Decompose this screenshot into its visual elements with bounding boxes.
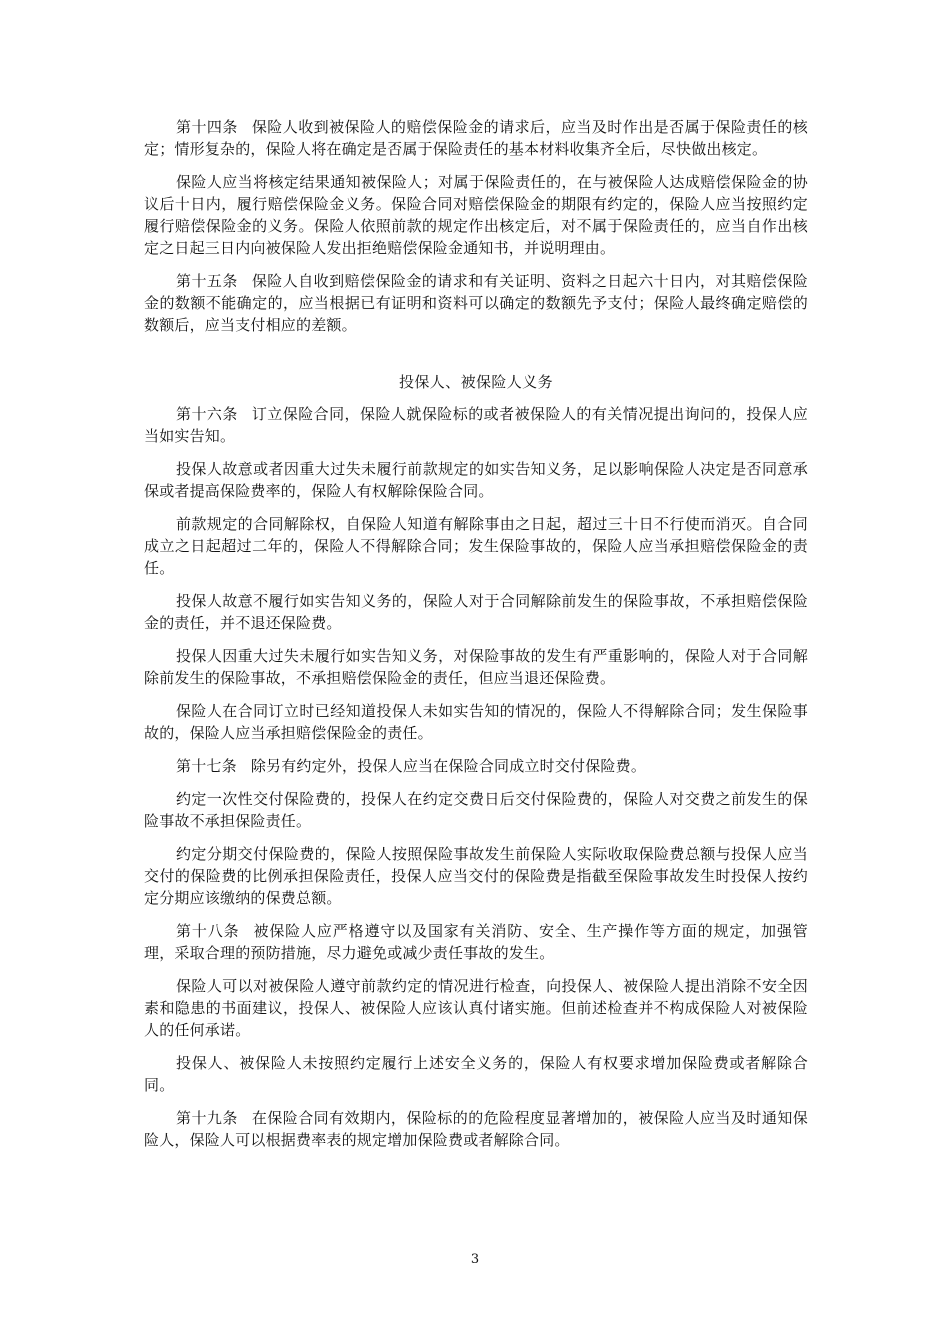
article-number: 第十七条 bbox=[176, 757, 237, 775]
paragraph-text: 订立保险合同，保险人就保险标的或者被保险人的有关情况提出询问的，投保人应当如实告知。 bbox=[144, 405, 808, 445]
paragraph bbox=[144, 843, 808, 909]
article-number: 第十八条 bbox=[176, 922, 240, 940]
paragraph-text: 投保人、被保险人未按照约定履行上述安全义务的，保险人有权要求增加保险费或者解除合同。 bbox=[144, 1054, 808, 1094]
paragraph-text: 约定分期交付保险费的，保险人按照保险事故发生前保险人实际收取保险费总额与投保人应当交付的保险费的比例承担保险责任，投保人应当交付的保险费是指截至保险事故发生时投保人按约定分期应该缴纳的保费总额。 bbox=[144, 845, 808, 907]
paragraph bbox=[144, 590, 808, 634]
paragraph-article-18 bbox=[144, 920, 808, 964]
paragraph-article-16 bbox=[144, 403, 808, 447]
section-title: 投保人、被保险人义务 bbox=[398, 373, 553, 391]
paragraph-text: 保险人在合同订立时已经知道投保人未如实告知的情况的，保险人不得解除合同；发生保险事故的，保险人应当承担赔偿保险金的责任。 bbox=[144, 702, 808, 742]
paragraph bbox=[144, 458, 808, 502]
paragraph-text: 保险人可以对被保险人遵守前款约定的情况进行检查，向投保人、被保险人提出消除不安全因素和隐患的书面建议，投保人、被保险人应该认真付诸实施。但前述检查并不构成保险人对被保险人的任何承诺。 bbox=[144, 977, 808, 1039]
paragraph-text: 被保险人应严格遵守以及国家有关消防、安全、生产操作等方面的规定，加强管理，采取合理的预防措施，尽力避免或减少责任事故的发生。 bbox=[144, 922, 808, 962]
paragraph-text: 投保人故意或者因重大过失未履行前款规定的如实告知义务，足以影响保险人决定是否同意承保或者提高保险费率的，保险人有权解除保险合同。 bbox=[144, 460, 808, 500]
article-number: 第十九条 bbox=[176, 1109, 238, 1127]
paragraph bbox=[144, 788, 808, 832]
article-number: 第十五条 bbox=[176, 272, 238, 290]
paragraph bbox=[144, 975, 808, 1041]
paragraph-article-14 bbox=[144, 116, 808, 160]
paragraph-text: 前款规定的合同解除权，自保险人知道有解除事由之日起，超过三十日不行使而消灭。自合同成立之日起超过二年的，保险人不得解除合同；发生保险事故的，保险人应当承担赔偿保险金的责任。 bbox=[144, 515, 808, 577]
article-number: 第十四条 bbox=[176, 118, 238, 136]
paragraph bbox=[144, 1052, 808, 1096]
paragraph bbox=[144, 171, 808, 259]
paragraph bbox=[144, 645, 808, 689]
paragraph-text: 除另有约定外，投保人应当在保险合同成立时交付保险费。 bbox=[250, 757, 647, 775]
paragraph-text: 保险人应当将核定结果通知被保险人；对属于保险责任的，在与被保险人达成赔偿保险金的协议后十日内，履行赔偿保险金义务。保险合同对赔偿保险金的期限有约定的，保险人应当按照约定履行赔偿保险金的义务。保险人依照前款的规定作出核定后，对不属于保险责任的，应当自作出核定之日起三日内向被保险人发出拒绝赔偿保险金通知书，并说明理由。 bbox=[144, 173, 808, 257]
paragraph-text: 在保险合同有效期内，保险标的的危险程度显著增加的，被保险人应当及时通知保险人，保险人可以根据费率表的规定增加保险费或者解除合同。 bbox=[144, 1109, 808, 1149]
article-number: 第十六条 bbox=[176, 405, 238, 423]
paragraph-article-19 bbox=[144, 1107, 808, 1151]
paragraph-text: 投保人故意不履行如实告知义务的，保险人对于合同解除前发生的保险事故，不承担赔偿保险金的责任，并不退还保险费。 bbox=[144, 592, 808, 632]
page-number: 3 bbox=[470, 1252, 480, 1267]
paragraph-article-17 bbox=[144, 755, 808, 777]
paragraph bbox=[144, 700, 808, 744]
paragraph-text: 保险人自收到赔偿保险金的请求和有关证明、资料之日起六十日内，对其赔偿保险金的数额不能确定的，应当根据已有证明和资料可以确定的数额先予支付；保险人最终确定赔偿的数额后，应当支付相应的差额。 bbox=[144, 272, 808, 334]
paragraph-text: 投保人因重大过失未履行如实告知义务，对保险事故的发生有严重影响的，保险人对于合同解除前发生的保险事故，不承担赔偿保险金的责任，但应当退还保险费。 bbox=[144, 647, 808, 687]
paragraph bbox=[144, 513, 808, 579]
paragraph-text: 约定一次性交付保险费的，投保人在约定交费日后交付保险费的，保险人对交费之前发生的保险事故不承担保险责任。 bbox=[144, 790, 808, 830]
page-content bbox=[144, 116, 808, 1162]
paragraph-article-15 bbox=[144, 270, 808, 336]
paragraph-text: 保险人收到被保险人的赔偿保险金的请求后，应当及时作出是否属于保险责任的核定；情形复杂的，保险人将在确定是否属于保险责任的基本材料收集齐全后，尽快做出核定。 bbox=[144, 118, 808, 158]
